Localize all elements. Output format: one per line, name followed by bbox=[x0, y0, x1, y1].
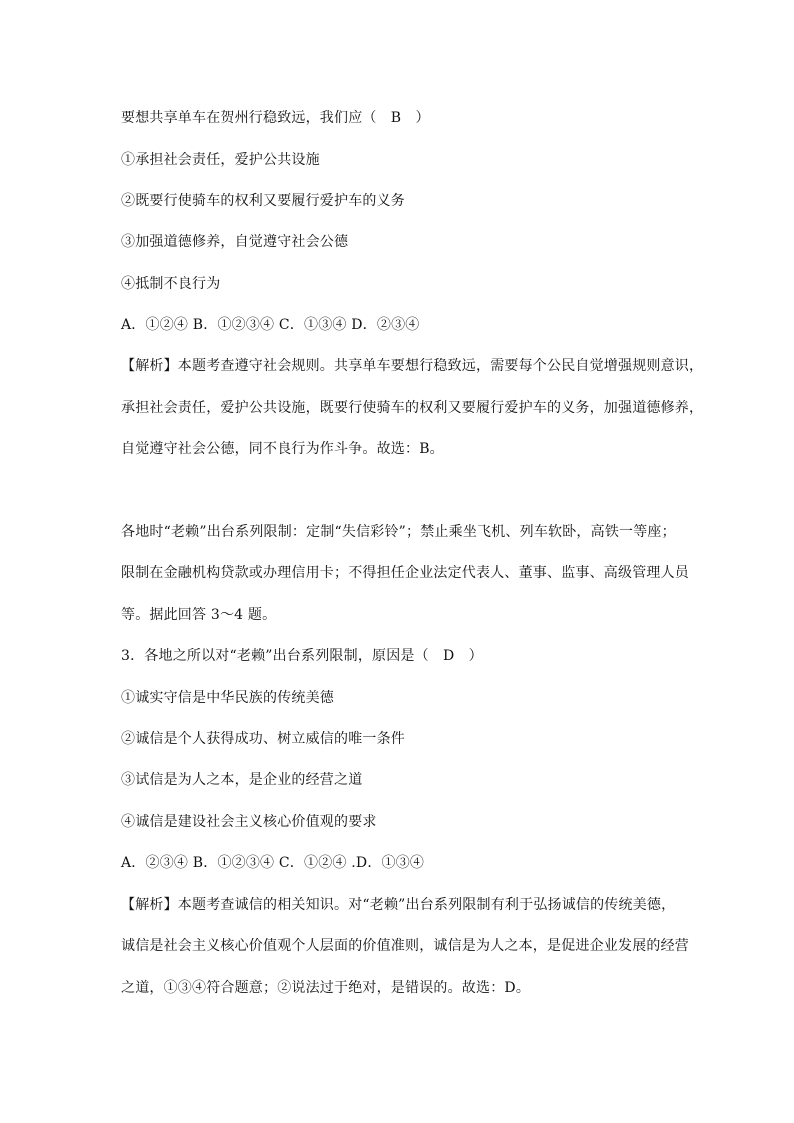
question-3-analysis-line-2: 诚信是社会主义核心价值观个人层面的价值准则，诚信是为人之本，是促进企业发展的经营 bbox=[121, 938, 689, 954]
question-2-item-2: ②既要行使骑车的权利又要履行爱护车的义务 bbox=[121, 193, 405, 209]
question-3-item-3: ③试信是为人之本，是企业的经营之道 bbox=[121, 772, 363, 788]
question-2-options: A．①②④ B．①②③④ C．①③④ D．②③④ bbox=[121, 317, 420, 333]
material-line-1: 各地时“老赖”出台系列限制：定制“失信彩铃”；禁止乘坐飞机、列车软卧，高铁一等座； bbox=[121, 524, 676, 540]
question-3-item-1: ①诚实守信是中华民族的传统美德 bbox=[121, 690, 334, 706]
question-3-analysis-line-3: 之道，①③④符合题意；②说法过于绝对，是错误的。故选：D。 bbox=[121, 980, 531, 996]
question-2-item-1: ①承担社会责任，爱护公共设施 bbox=[121, 152, 320, 168]
material-line-3: 等。据此回答 3～4 题。 bbox=[121, 607, 277, 623]
question-2-stem: 要想共享单车在贺州行稳致远，我们应（ B ） bbox=[121, 110, 430, 126]
question-2-item-3: ③加强道德修养，自觉遵守社会公德 bbox=[121, 234, 349, 250]
question-2-analysis-line-3: 自觉遵守社会公德，同不良行为作斗争。故选：B。 bbox=[121, 441, 444, 457]
question-3-options: A．②③④ B．①②③④ C．①②④ .D．①③④ bbox=[121, 855, 425, 871]
question-3-item-4: ④诚信是建设社会主义核心价值观的要求 bbox=[121, 814, 377, 830]
question-3-analysis-line-1: 【解析】本题考查诚信的相关知识。对“老赖”出台系列限制有利于弘扬诚信的传统美德， bbox=[121, 897, 676, 913]
question-2-item-4: ④抵制不良行为 bbox=[121, 276, 221, 292]
question-3-item-2: ②诚信是个人获得成功、树立威信的唯一条件 bbox=[121, 731, 405, 747]
material-line-2: 限制在金融机构贷款或办理信用卡；不得担任企业法定代表人、董事、监事、高级管理人员 bbox=[121, 565, 689, 581]
question-2-analysis-line-1: 【解析】本题考查遵守社会规则。共享单车要想行稳致远，需要每个公民自觉增强规则意识， bbox=[121, 358, 704, 374]
question-3-stem: 3．各地之所以对“老赖”出台系列限制，原因是（ D ） bbox=[121, 648, 483, 664]
question-2-analysis-line-2: 承担社会责任，爱护公共设施，既要行使骑车的权利又要履行爱护车的义务，加强道德修养， bbox=[121, 400, 704, 416]
